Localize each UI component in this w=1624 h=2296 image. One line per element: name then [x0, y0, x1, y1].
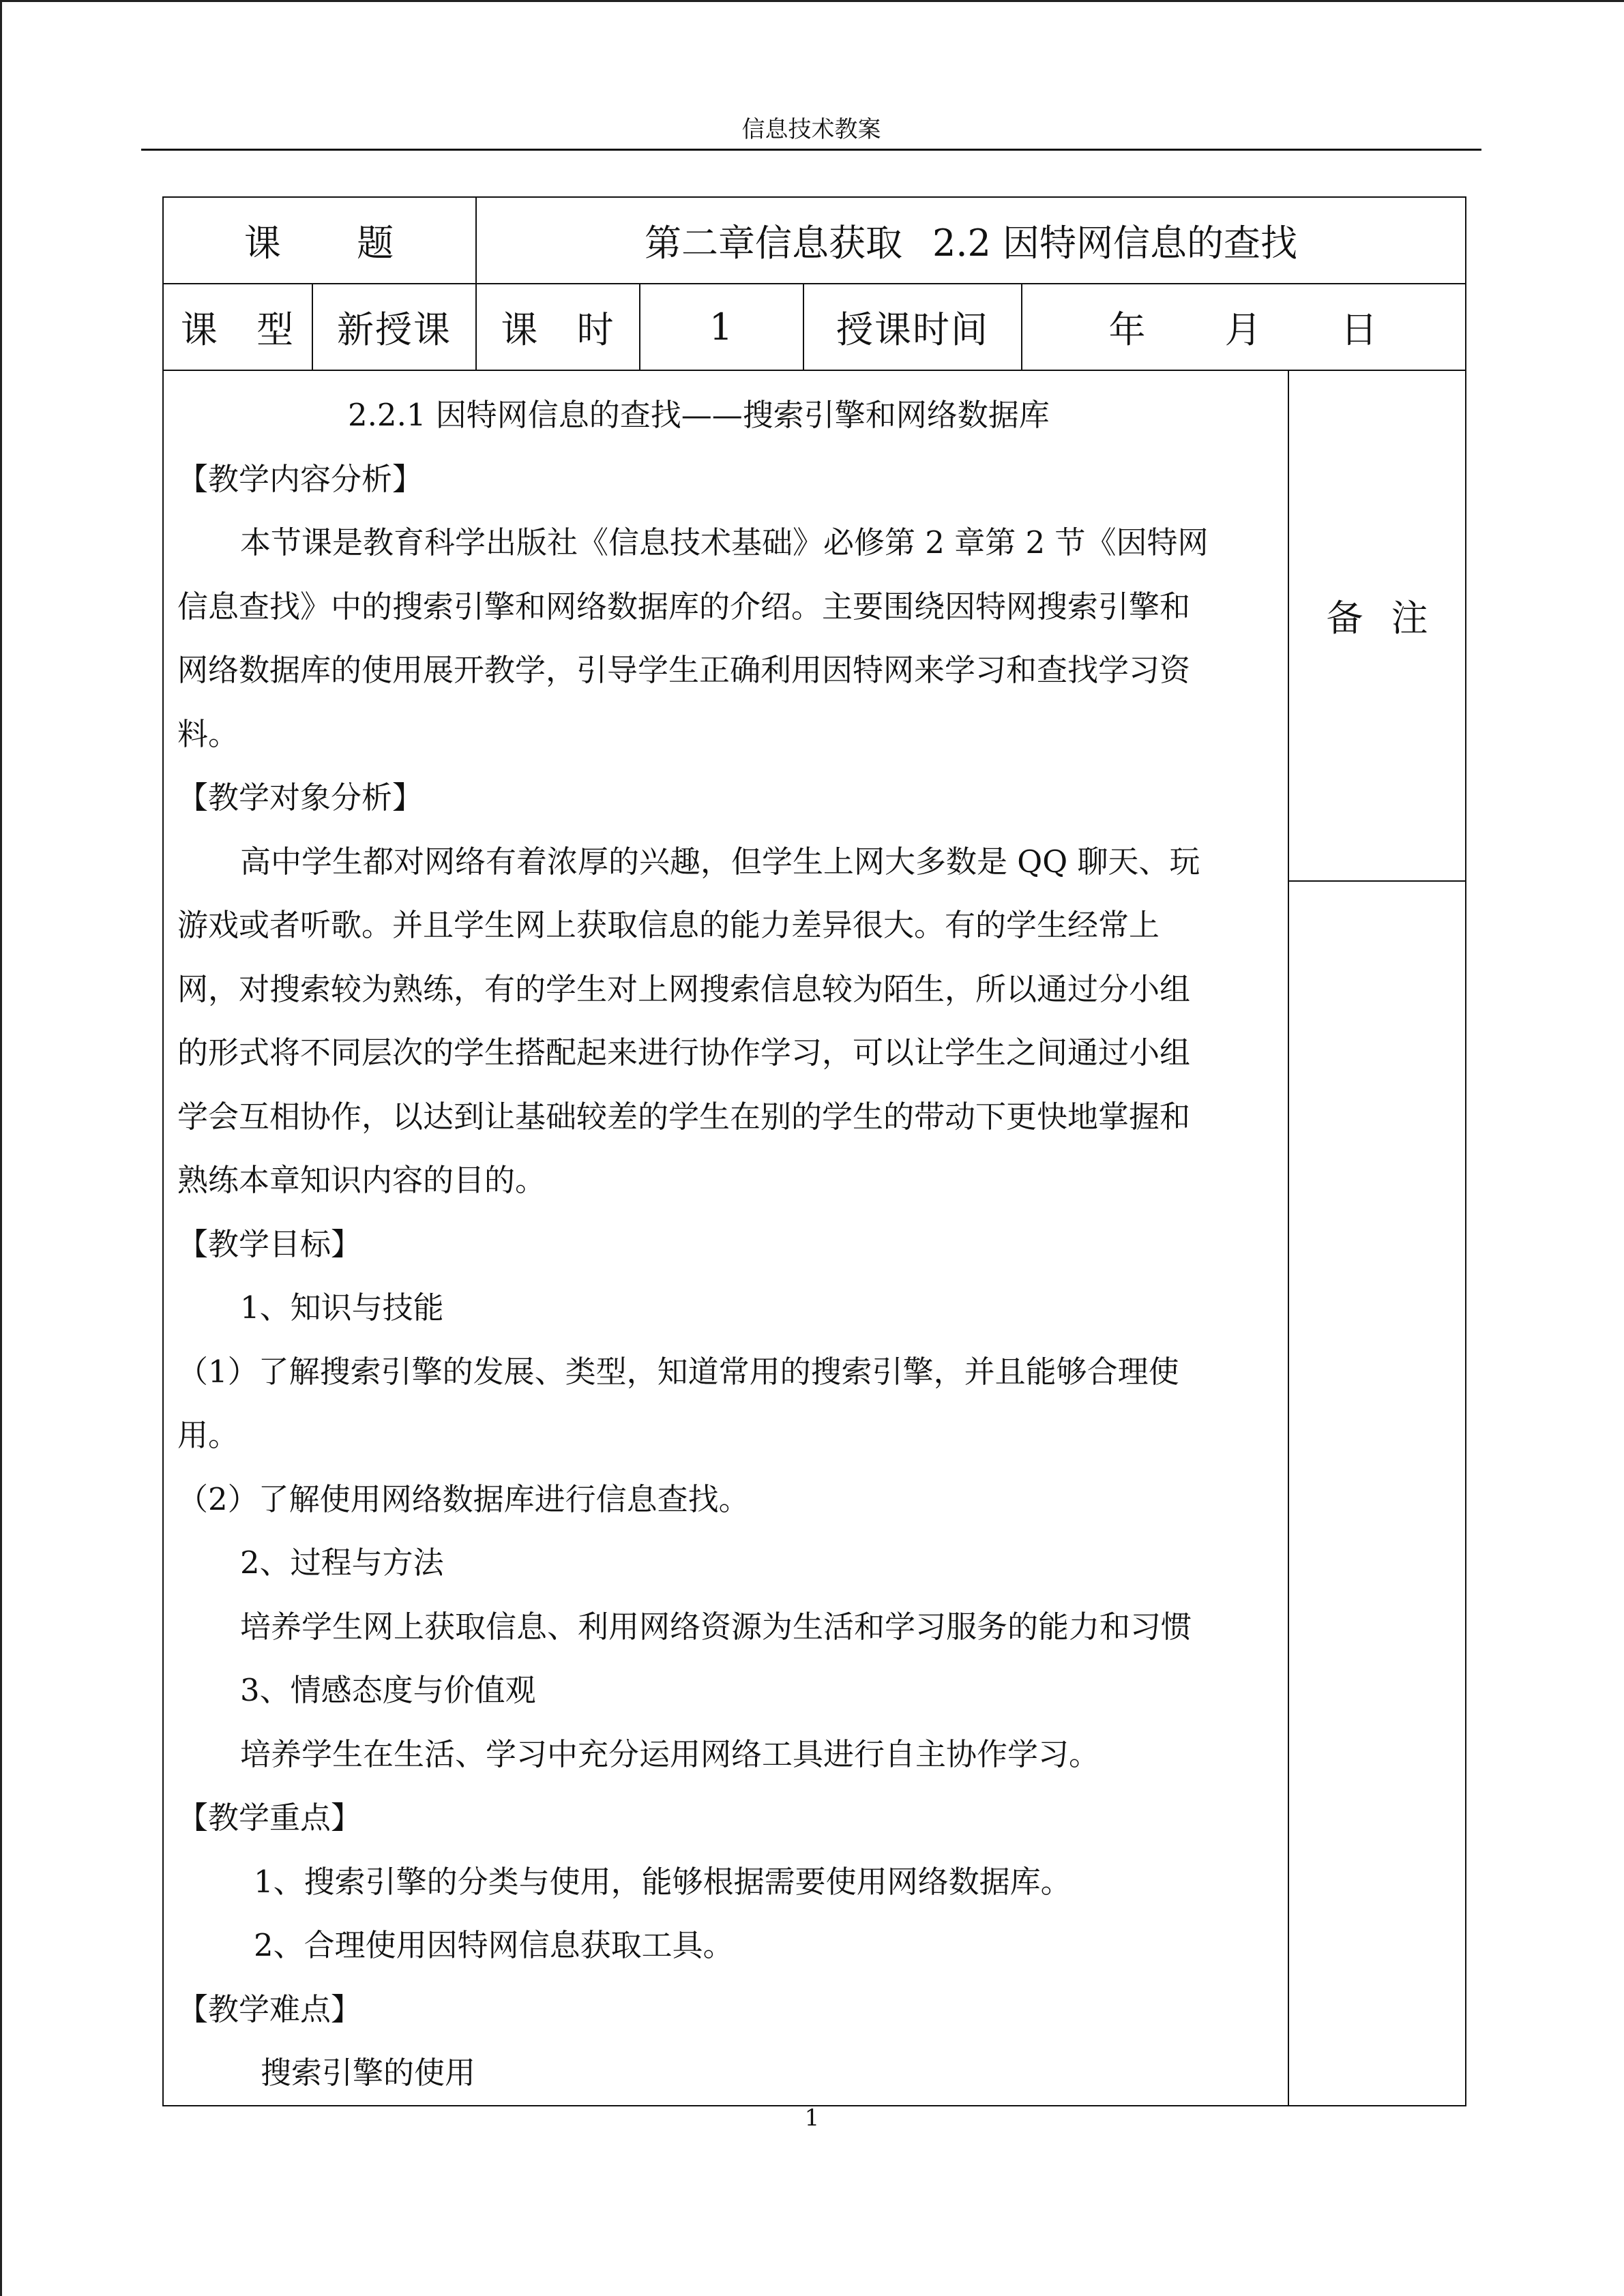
type-row: [163, 284, 1466, 370]
topic-section: 2.2 因特网信息的查找: [932, 222, 1298, 265]
audience-line: 学会互相协作，以达到让基础较差的学生在别的学生的带动下更快地掌握和: [177, 1098, 1191, 1135]
date-year: 年: [1108, 308, 1147, 351]
topic-row: [163, 197, 1466, 284]
lesson-plan-table: [162, 196, 1466, 2106]
goal-2-title: 2、过程与方法: [240, 1545, 444, 1581]
difficulty-text: 搜索引擎的使用: [261, 2055, 476, 2091]
audience-line: 的形式将不同层次的学生搭配起来进行协作学习，可以让学生之间通过小组: [177, 1034, 1191, 1071]
content-row: [163, 370, 1466, 881]
topic-label: 课 题: [163, 197, 476, 284]
goals-heading: 【教学目标】: [177, 1225, 362, 1262]
content-analysis-line: 料。: [177, 715, 239, 752]
content-subtitle: 2.2.1 因特网信息的查找——搜索引擎和网络数据库: [348, 397, 1050, 433]
content-analysis-line: 信息查找》中的搜索引擎和网络数据库的介绍。主要围绕因特网搜索引擎和: [177, 588, 1191, 625]
goal-1-item-1: （1）了解搜索引擎的发展、类型，知道常用的搜索引擎，并且能够合理使: [177, 1353, 1179, 1390]
page-number: 1: [804, 2104, 820, 2132]
date-field: [1022, 284, 1466, 370]
remark-label: 备 注: [1288, 370, 1466, 881]
page-header: [141, 109, 1481, 151]
remark-area: [1288, 881, 1466, 2106]
key-points-heading: 【教学重点】: [177, 1800, 362, 1836]
difficulty-heading: 【教学难点】: [177, 1991, 362, 2027]
date-month: 月: [1224, 308, 1263, 351]
content-analysis-heading: 【教学内容分析】: [177, 460, 424, 497]
audience-heading: 【教学对象分析】: [177, 779, 424, 816]
type-label: 课 型: [163, 284, 312, 370]
topic-chapter: 第二章信息获取: [645, 222, 903, 265]
hours-value: 1: [640, 284, 803, 370]
audience-line: 游戏或者听歌。并且学生网上获取信息的能力差异很大。有的学生经常上: [177, 907, 1160, 943]
goal-1-item-1-continued: 用。: [177, 1417, 239, 1453]
audience-line: 高中学生都对网络有着浓厚的兴趣，但学生上网大多数是 QQ 聊天、玩: [240, 843, 1200, 880]
hours-label: 课 时: [476, 284, 640, 370]
key-point-1: 1、搜索引擎的分类与使用，能够根据需要使用网络数据库。: [254, 1863, 1072, 1900]
topic-value: [476, 197, 1466, 284]
goal-3-text: 培养学生在生活、学习中充分运用网络工具进行自主协作学习。: [240, 1735, 1100, 1772]
audience-line: 网，对搜索较为熟练，有的学生对上网搜索信息较为陌生，所以通过分小组: [177, 970, 1191, 1007]
content-analysis-line: 网络数据库的使用展开教学，引导学生正确利用因特网来学习和查找学习资: [177, 652, 1191, 688]
goal-1-item-2: （2）了解使用网络数据库进行信息查找。: [177, 1480, 750, 1517]
date-day: 日: [1340, 308, 1379, 351]
goal-2-text: 培养学生网上获取信息、利用网络资源为生活和学习服务的能力和习惯: [240, 1608, 1192, 1645]
goal-1-title: 1、知识与技能: [240, 1289, 444, 1326]
time-label: 授课时间: [803, 284, 1022, 370]
lesson-content: [163, 370, 1288, 2106]
goal-3-title: 3、情感态度与价值观: [240, 1672, 536, 1708]
type-value: 新授课: [312, 284, 476, 370]
key-point-2: 2、合理使用因特网信息获取工具。: [254, 1927, 734, 1963]
header-title: 信息技术教案: [741, 116, 881, 143]
content-analysis-line: 本节课是教育科学出版社《信息技术基础》必修第 2 章第 2 节《因特网: [240, 524, 1209, 561]
audience-line: 熟练本章知识内容的目的。: [177, 1162, 546, 1198]
page-top-edge: [0, 0, 1624, 2]
page-left-edge: [0, 0, 2, 2296]
